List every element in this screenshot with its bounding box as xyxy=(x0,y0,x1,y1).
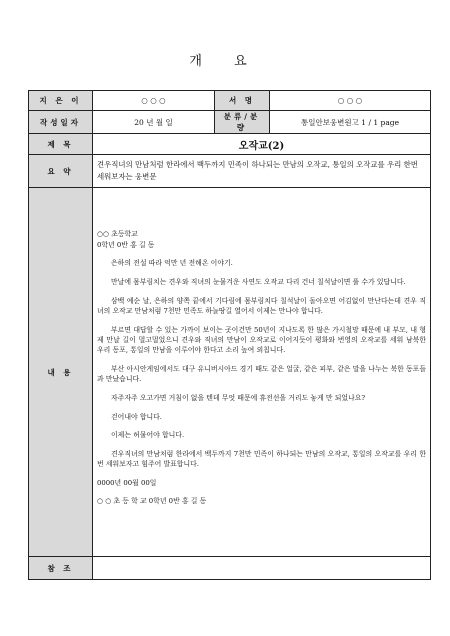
reference-row xyxy=(29,557,431,580)
category-value: 통일안보웅변원고 1 / 1 page xyxy=(270,110,431,134)
paragraph: 견우직녀의 만남처럼 한라에서 백두까지 7천만 민족이 하나되는 만남의 오작교, 통일의 오작교를 우리 한번 세워보자고 힘주어 발표합니다. xyxy=(97,449,426,469)
paragraph: 자주자주 오고가면 거침이 없을 텐데 무엇 때문에 휴전선을 거리도 놓게 만 되었나요? xyxy=(111,394,366,402)
student-line: 0학년 0반 홍 길 동 xyxy=(97,240,155,249)
writer-value: ○ ○ ○ xyxy=(270,91,431,111)
paragraph: 은하의 전설 따라 억만 년 전해온 이야기. xyxy=(111,259,233,268)
document-title: 개 요 xyxy=(189,54,261,69)
author-row xyxy=(29,91,431,111)
paragraph: 이제는 허물어야 합니다. xyxy=(111,431,185,440)
paragraph: 부산 아시안게임에서도 대구 유니버시아드 경기 때도 같은 얼굴, 같은 피부, 같은 말을 나누는 북한 동포들과 만났습니다. xyxy=(97,365,426,384)
content-label: 내 용 xyxy=(29,188,93,557)
signature-line: ○ ○ 초 등 학 교 0학년 0반 홍 길 동 xyxy=(97,497,207,506)
author-value: ○ ○ ○ xyxy=(93,91,215,111)
reference-value xyxy=(93,557,431,580)
content-row xyxy=(29,188,431,557)
category-label: 분류/분량 xyxy=(215,110,270,134)
writer-label: 서 명 xyxy=(215,91,270,111)
date-row xyxy=(29,110,431,134)
paragraph: 만날에 몸부림치는 견우와 직녀의 눈물겨운 사연도 오작교 다리 건너 칠석날이면 풀 수가 있답니다. xyxy=(111,278,406,286)
speech-body xyxy=(93,188,431,557)
reference-label: 참 조 xyxy=(29,557,93,580)
paragraph: 부르면 대답할 수 있는 가까이 보이는 곳이건만 50년이 지나도록 한 많은 가시철망 때문에 내 부모, 내 형제 만날 길이 멀고멀었으니 견우와 직녀의 만남이 오작교로 이어지듯이 평화와 번영의 오작교를 세워 남북한 우리 동포, 통일의 만남을 이루어야 한다고 소리 높여 외칩니다. xyxy=(97,325,426,355)
summary-form xyxy=(28,90,431,580)
school-line: ○○ 초등학교 xyxy=(97,230,138,239)
paragraph: 걷어내야 합니다. xyxy=(111,412,162,421)
summary-label: 요 약 xyxy=(29,155,93,188)
summary-value: 견우직녀의 만남처럼 한라에서 백두까지 민족이 하나되는 만남의 오작교, 통일의 오작교를 우리 한번 세워보자는 웅변문 xyxy=(93,155,431,188)
paragraph: 삼백 예순 날, 은하의 양쪽 끝에서 기다림에 몸부림치다 칠석날이 돌아오면 어김없이 만난다는데 견우 직녀의 오작교 만남처럼 7천만 민족도 하늘땅길 열어서 이제는 만나야 합니다. xyxy=(97,296,426,315)
subject-row xyxy=(29,134,431,155)
date-label: 작성일자 xyxy=(29,110,93,134)
date-value: 20 년 월 일 xyxy=(93,110,215,134)
subject-label: 제 목 xyxy=(29,134,93,155)
subject-value: 오작교(2) xyxy=(93,134,431,155)
author-label: 지 은 이 xyxy=(29,91,93,111)
summary-row xyxy=(29,155,431,188)
date-line: 0000년 00월 00일 xyxy=(97,478,157,487)
